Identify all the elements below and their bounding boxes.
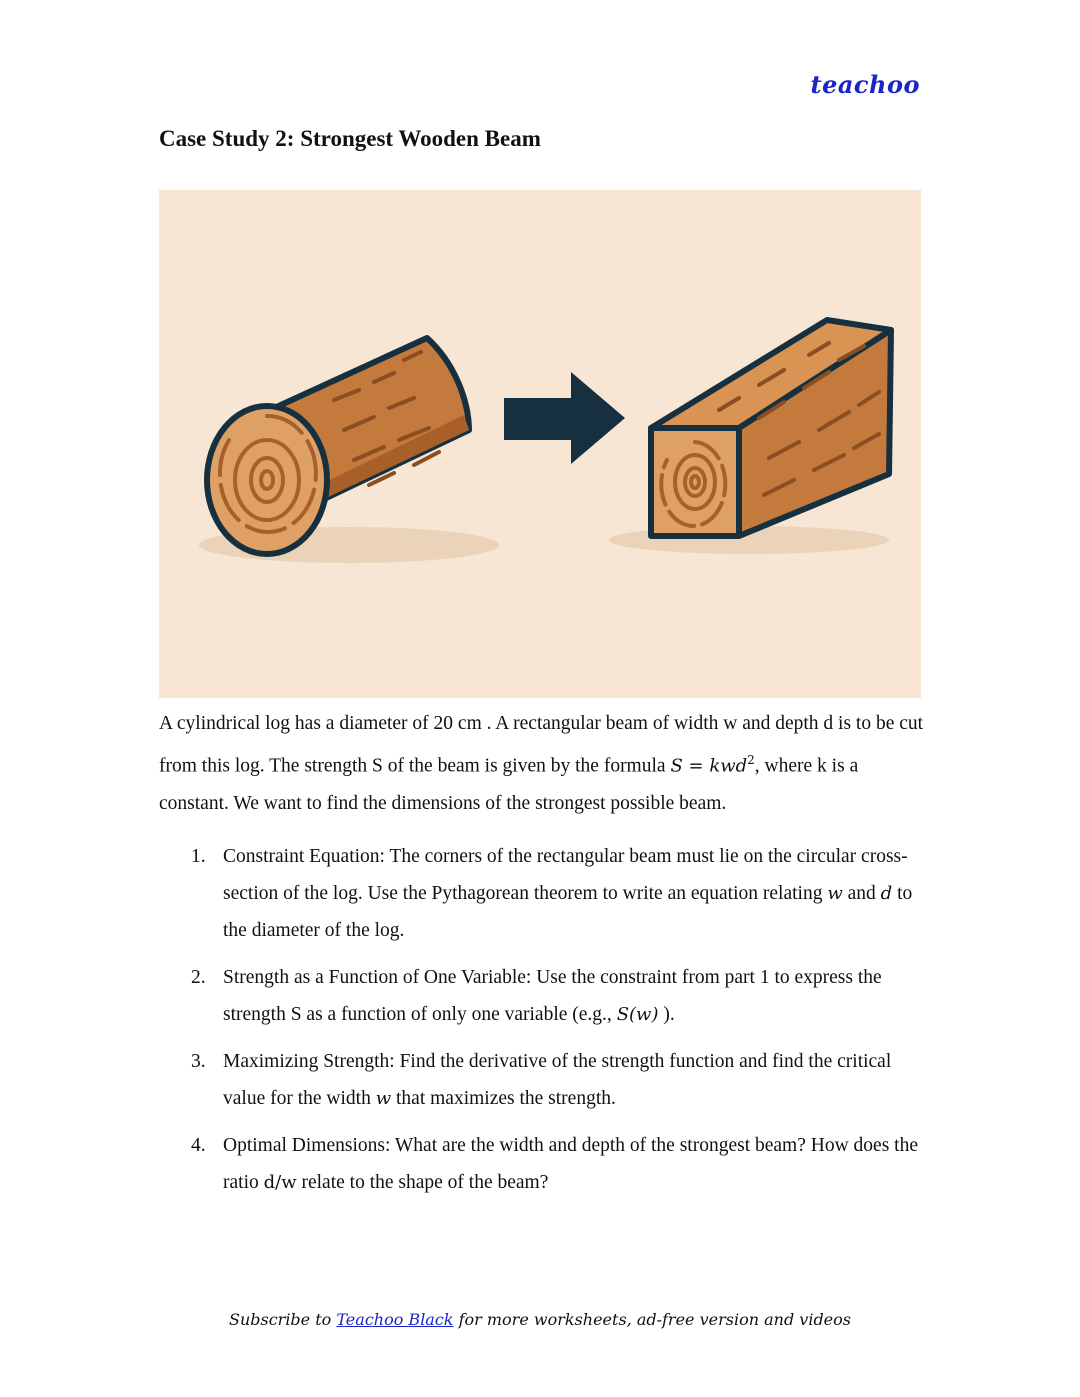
footer: Subscribe to Teachoo Black for more worksheets, ad-free version and videos bbox=[228, 1310, 851, 1329]
illustration bbox=[159, 190, 921, 698]
teachoo-black-link[interactable]: Teachoo Black bbox=[336, 1310, 454, 1329]
question-list bbox=[159, 838, 919, 1211]
log-icon bbox=[207, 338, 469, 554]
intro-paragraph: A cylindrical log has a diameter of 20 cm . A rectangular beam of width w and depth d is to be cut from this log. The strength S of the beam is given by the formula S = kwd$^2$, where k is a constant. We want to find the dimensions of the strongest possible beam. bbox=[159, 713, 924, 814]
page-title: Case Study 2: Strongest Wooden Beam bbox=[159, 126, 541, 151]
list-item: 1. Constraint Equation: The corners of the rectangular beam must lie on the circular cross-section of the log. Use the Pythagorean theorem to write an equation relating w and d to the diameter of the log. bbox=[191, 846, 913, 941]
list-item: 2. Strength as a Function of One Variable: Use the constraint from part 1 to express the strength S as a function of only one variable (e.g., S(w) ). bbox=[191, 967, 882, 1025]
brand-logo: teachoo bbox=[810, 70, 920, 99]
list-item: 3. Maximizing Strength: Find the derivative of the strength function and find the critical value for the width w that maximizes the strength. bbox=[191, 1051, 892, 1109]
list-item: 4. Optimal Dimensions: What are the width and depth of the strongest beam? How does the ratio d/w relate to the shape of the beam? bbox=[191, 1135, 918, 1193]
right-arrow-icon bbox=[504, 372, 625, 464]
beam-icon bbox=[651, 320, 891, 536]
